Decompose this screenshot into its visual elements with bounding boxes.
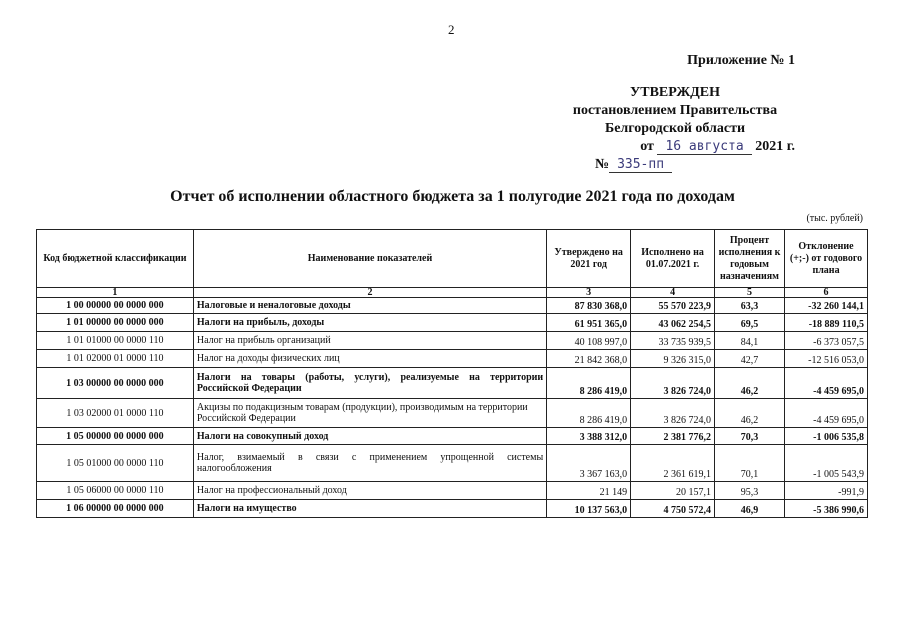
- approved-by-line: постановлением Правительства: [572, 103, 778, 118]
- header-code: Код бюджетной классификации: [37, 230, 194, 288]
- approved-cell: 87 830 368,0: [547, 298, 631, 314]
- code-cell: 1 00 00000 00 0000 000: [37, 298, 194, 314]
- code-cell: 1 05 06000 00 0000 110: [37, 482, 194, 500]
- approved-cell: 10 137 563,0: [547, 500, 631, 518]
- approved-cell: 8 286 419,0: [547, 368, 631, 399]
- date-handwritten: 16 августа: [657, 139, 751, 155]
- code-cell: 1 03 00000 00 0000 000: [37, 368, 194, 399]
- code-cell: 1 01 00000 00 0000 000: [37, 314, 194, 332]
- percent-cell: 95,3: [715, 482, 785, 500]
- table-row: [37, 350, 868, 368]
- table-row: [37, 332, 868, 350]
- executed-cell: 4 750 572,4: [631, 500, 715, 518]
- column-number-row: [37, 288, 868, 298]
- table-row: [37, 428, 868, 445]
- approved-cell: 21 842 368,0: [547, 350, 631, 368]
- percent-cell: 46,9: [715, 500, 785, 518]
- name-cell: Налог на доходы физических лиц: [193, 350, 546, 368]
- executed-cell: 9 326 315,0: [631, 350, 715, 368]
- deviation-cell: -1 006 535,8: [785, 428, 868, 445]
- column-number: 2: [193, 288, 546, 298]
- percent-cell: 63,3: [715, 298, 785, 314]
- deviation-cell: -32 260 144,1: [785, 298, 868, 314]
- date-row: [555, 138, 795, 156]
- executed-cell: 2 361 619,1: [631, 445, 715, 482]
- approved-cell: 8 286 419,0: [547, 399, 631, 428]
- deviation-cell: -6 373 057,5: [785, 332, 868, 350]
- approved-cell: 21 149: [547, 482, 631, 500]
- column-number: 5: [715, 288, 785, 298]
- deviation-cell: -4 459 695,0: [785, 368, 868, 399]
- name-cell: Налоги на имущество: [193, 500, 546, 518]
- percent-cell: 69,5: [715, 314, 785, 332]
- percent-cell: 42,7: [715, 350, 785, 368]
- table-row: [37, 399, 868, 428]
- approved-cell: 40 108 997,0: [547, 332, 631, 350]
- column-number: 3: [547, 288, 631, 298]
- code-cell: 1 05 00000 00 0000 000: [37, 428, 194, 445]
- approved-cell: 3 367 163,0: [547, 445, 631, 482]
- revenue-table: [36, 229, 868, 518]
- name-cell: Налоги на совокупный доход: [193, 428, 546, 445]
- code-cell: 1 03 02000 01 0000 110: [37, 399, 194, 428]
- deviation-cell: -991,9: [785, 482, 868, 500]
- table-row: [37, 298, 868, 314]
- units-label: (тыс. рублей): [806, 213, 863, 224]
- number-handwritten: 335-пп: [609, 157, 672, 173]
- deviation-cell: -18 889 110,5: [785, 314, 868, 332]
- code-cell: 1 01 02000 01 0000 110: [37, 350, 194, 368]
- appendix-label: Приложение № 1: [687, 53, 795, 68]
- code-cell: 1 05 01000 00 0000 110: [37, 445, 194, 482]
- name-cell: Налог, взимаемый в связи с применением упрощенной системы налогообложения: [193, 445, 546, 482]
- header-executed: Исполнено на 01.07.2021 г.: [631, 230, 715, 288]
- executed-cell: 55 570 223,9: [631, 298, 715, 314]
- header-approved: Утверждено на 2021 год: [547, 230, 631, 288]
- table-body: [37, 298, 868, 518]
- approved-cell: 3 388 312,0: [547, 428, 631, 445]
- deviation-cell: -4 459 695,0: [785, 399, 868, 428]
- percent-cell: 70,1: [715, 445, 785, 482]
- page-number: 2: [448, 22, 455, 37]
- column-number: 4: [631, 288, 715, 298]
- deviation-cell: -1 005 543,9: [785, 445, 868, 482]
- name-cell: Налоги на товары (работы, услуги), реализуемые на территории Российской Федерации: [193, 368, 546, 399]
- executed-cell: 2 381 776,2: [631, 428, 715, 445]
- table-row: [37, 368, 868, 399]
- approval-text: [555, 84, 795, 138]
- number-prefix: №: [595, 157, 610, 172]
- name-cell: Налог на профессиональный доход: [193, 482, 546, 500]
- approval-block: [555, 52, 795, 174]
- number-row: [555, 156, 795, 174]
- region-line: Белгородской области: [604, 121, 746, 136]
- report-title: Отчет об исполнении областного бюджета за 1 полугодие 2021 года по доходам: [170, 188, 735, 205]
- name-cell: Налоги на прибыль, доходы: [193, 314, 546, 332]
- deviation-cell: -5 386 990,6: [785, 500, 868, 518]
- percent-cell: 84,1: [715, 332, 785, 350]
- name-cell: Акцизы по подакцизным товарам (продукции), производимым на территории Российской Федерации: [193, 399, 546, 428]
- approved-heading: УТВЕРЖДЕН: [629, 85, 721, 100]
- executed-cell: 20 157,1: [631, 482, 715, 500]
- executed-cell: 3 826 724,0: [631, 368, 715, 399]
- code-cell: 1 06 00000 00 0000 000: [37, 500, 194, 518]
- table-row: [37, 445, 868, 482]
- percent-cell: 46,2: [715, 399, 785, 428]
- date-year: 2021 г.: [755, 139, 795, 154]
- name-cell: Налоговые и неналоговые доходы: [193, 298, 546, 314]
- executed-cell: 33 735 939,5: [631, 332, 715, 350]
- percent-cell: 70,3: [715, 428, 785, 445]
- executed-cell: 43 062 254,5: [631, 314, 715, 332]
- percent-cell: 46,2: [715, 368, 785, 399]
- column-number: 6: [785, 288, 868, 298]
- name-cell: Налог на прибыль организаций: [193, 332, 546, 350]
- header-percent: Процент исполнения к годовым назначениям: [715, 230, 785, 288]
- header-deviation: Отклонение (+;-) от годового плана: [785, 230, 868, 288]
- table-row: [37, 314, 868, 332]
- approved-cell: 61 951 365,0: [547, 314, 631, 332]
- date-prefix: от: [640, 139, 654, 154]
- code-cell: 1 01 01000 00 0000 110: [37, 332, 194, 350]
- executed-cell: 3 826 724,0: [631, 399, 715, 428]
- table-row: [37, 482, 868, 500]
- header-name: Наименование показателей: [193, 230, 546, 288]
- table-row: [37, 500, 868, 518]
- deviation-cell: -12 516 053,0: [785, 350, 868, 368]
- column-number: 1: [37, 288, 194, 298]
